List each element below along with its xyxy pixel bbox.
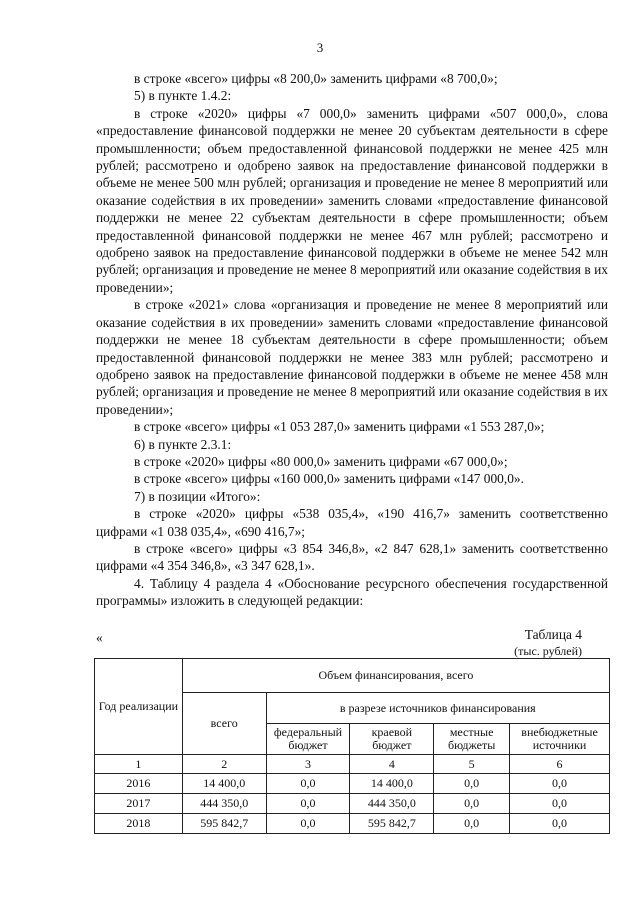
value-cell: 0,0	[266, 814, 350, 834]
value-cell: 0,0	[510, 814, 610, 834]
value-cell: 0,0	[266, 774, 350, 794]
paragraph: 6) в пункте 2.3.1:	[134, 436, 232, 452]
value-cell: 0,0	[510, 774, 610, 794]
paragraph: в строке «2020» цифры «7 000,0» заменить цифрами «507 000,0», слова «предоставление финансовой поддержки не менее 20 субъектам деятельности в сфере промышленности; объем предоставленной финансовой поддержки не менее 425 млн рублей; рассмотрено и одобрено заявок на предоставление финансовой поддержки в объеме не менее 500 млн рублей; организация и проведение не менее 8 мероприятий или оказание содействия в их проведении» заменить словами «предоставление финансовой поддержки не менее 22 субъектам деятельности в сфере промышленности; объем предоставленной финансовой поддержки не менее 467 млн рублей; рассмотрено и одобрено заявок на предоставление финансовой поддержки в объеме не менее 542 млн рублей; организация и проведение не менее 8 мероприятий или оказание содействия в их проведении»;	[96, 105, 608, 295]
column-number: 2	[182, 755, 266, 774]
table-units: (тыс. рублей)	[514, 644, 582, 658]
year-cell: 2018	[95, 814, 183, 834]
column-number: 6	[510, 755, 610, 774]
paragraph: 5) в пункте 1.4.2:	[134, 88, 232, 104]
value-cell: 14 400,0	[182, 774, 266, 794]
paragraph: 7) в позиции «Итого»:	[134, 488, 261, 504]
total-header: всего	[182, 693, 266, 755]
opening-quote-mark: «	[96, 630, 103, 645]
paragraph: в строке «всего» цифры «8 200,0» заменить цифрами «8 700,0»;	[134, 71, 498, 86]
value-cell: 444 350,0	[182, 794, 266, 814]
table-row	[95, 774, 610, 794]
value-cell: 0,0	[434, 774, 510, 794]
year-header: Год реализации	[95, 659, 183, 755]
column-number: 4	[350, 755, 434, 774]
paragraph: 4. Таблицу 4 раздела 4 «Обоснование ресурсного обеспечения государственной программы» изложить в следующей редакции:	[96, 575, 608, 609]
column-number: 3	[266, 755, 350, 774]
paragraph: в строке «всего» цифры «3 854 346,8», «2 847 628,1» заменить соответственно цифрами «4 354 346,8», «3 347 628,1».	[96, 540, 608, 574]
value-cell: 0,0	[510, 794, 610, 814]
page-number: 3	[316, 40, 324, 55]
funding-header: Объем финансирования, всего	[182, 659, 609, 693]
paragraph: в строке «всего» цифры «1 053 287,0» заменить цифрами «1 553 287,0»;	[134, 419, 545, 435]
paragraph: в строке «всего» цифры «160 000,0» заменить цифрами «147 000,0».	[134, 471, 524, 487]
value-cell: 595 842,7	[350, 814, 434, 834]
value-cell: 0,0	[434, 794, 510, 814]
year-cell: 2016	[95, 774, 183, 794]
table-title: Таблица 4	[524, 627, 582, 642]
column-number-row	[95, 755, 610, 774]
value-cell: 444 350,0	[350, 794, 434, 814]
column-number: 5	[434, 755, 510, 774]
year-cell: 2017	[95, 794, 183, 814]
source-header-federal: федеральный бюджет	[266, 724, 350, 755]
paragraph: в строке «2020» цифры «80 000,0» заменить цифрами «67 000,0»;	[134, 453, 508, 469]
paragraph: в строке «2020» цифры «538 035,4», «190 416,7» заменить соответственно цифрами «1 038 035,4», «690 416,7»;	[96, 506, 608, 539]
column-number: 1	[95, 755, 183, 774]
source-header-regional: краевой бюджет	[350, 724, 434, 755]
table-row	[95, 794, 610, 814]
value-cell: 14 400,0	[350, 774, 434, 794]
source-header-extrabudgetary: внебюджетные источники	[510, 724, 610, 755]
table-caption	[514, 627, 582, 659]
funding-table	[94, 658, 610, 834]
table-row	[95, 814, 610, 834]
paragraph: в строке «2021» слова «организация и проведение не менее 8 мероприятий или оказание содействия в их проведении» заменить словами «предоставление финансовой поддержки не менее 18 субъектам деятельности в сфере промышленности; объем предоставленной финансовой поддержки не менее 383 млн рублей; рассмотрено и одобрено заявок на предоставление финансовой поддержки в объеме не менее 458 млн рублей; организация и проведение не менее 8 мероприятий или оказание содействия в их проведении»;	[96, 297, 608, 417]
sources-header: в разрезе источников финансирования	[266, 693, 609, 724]
value-cell: 0,0	[434, 814, 510, 834]
source-header-local: местные бюджеты	[434, 724, 510, 755]
value-cell: 595 842,7	[182, 814, 266, 834]
document-body	[96, 70, 608, 610]
value-cell: 0,0	[266, 794, 350, 814]
